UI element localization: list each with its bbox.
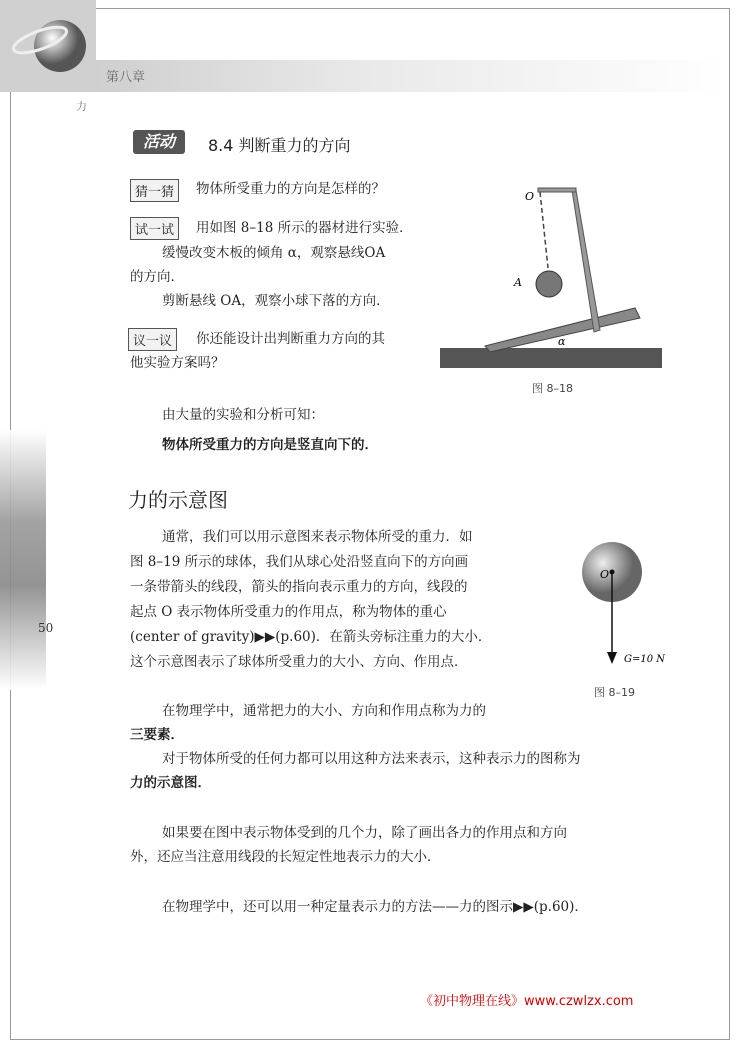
- header-corner: [0, 0, 96, 92]
- try-label: 试一试: [130, 217, 179, 240]
- activity-badge: 活动: [133, 130, 185, 154]
- para2-line-2: 三要素．: [130, 727, 184, 743]
- stand-arm: [538, 188, 576, 192]
- conclusion-line-2: 物体所受重力的方向是竖直向下的．: [162, 437, 378, 453]
- chapter-label: 第八章: [106, 70, 146, 85]
- para1-line-5: (center of gravity)▶▶(p.60)．在箭头旁标注重力的大小．: [130, 629, 492, 645]
- section-title: 力的示意图: [128, 488, 228, 512]
- ball-a: [536, 271, 562, 297]
- planet-icon: [0, 0, 96, 92]
- para1-line-6: 这个示意图表示了球体所受重力的大小、方向、作用点．: [130, 654, 468, 670]
- table-base: [440, 348, 662, 368]
- label-o: O: [600, 568, 610, 581]
- fig818-caption: 图 8–18: [532, 382, 573, 395]
- conclusion-line-1: 由大量的实验和分析可知：: [162, 407, 324, 423]
- guess-label: 猜一猜: [130, 179, 179, 202]
- label-a: A: [514, 276, 522, 289]
- para1-line-3: 一条带箭头的线段，箭头的指向表示重力的方向，线段的: [130, 579, 468, 595]
- sidebar-char: 力: [76, 100, 87, 113]
- para3-line-1: 对于物体所受的任何力都可以用这种方法来表示，这种表示力的图称为: [162, 751, 581, 767]
- label-alpha: α: [558, 335, 566, 348]
- header-band: [96, 60, 728, 92]
- para5: 在物理学中，还可以用一种定量表示力的方法——力的图示▶▶(p.60)．: [162, 899, 588, 915]
- fig819-caption: 图 8–19: [594, 686, 635, 699]
- para3-line-2: 力的示意图．: [130, 775, 211, 791]
- try-line-4: 剪断悬线 OA，观察小球下落的方向．: [162, 293, 390, 309]
- page-number: 50: [38, 621, 54, 635]
- discuss-line-1: 你还能设计出判断重力方向的其: [196, 331, 385, 347]
- try-line-1: 用如图 8–18 所示的器材进行实验．: [196, 220, 413, 236]
- stand-post: [572, 190, 600, 332]
- discuss-label: 议一议: [128, 328, 177, 351]
- figure-8-18: [440, 180, 665, 375]
- para1-line-2: 图 8–19 所示的球体，我们从球心处沿竖直向下的方向画: [130, 554, 469, 570]
- activity-title: 8.4 判断重力的方向: [208, 136, 351, 155]
- para4-line-1: 如果要在图中表示物体受到的几个力，除了画出各力的作用点和方向: [162, 825, 567, 841]
- figure-8-19: [580, 540, 670, 670]
- label-o: O: [525, 190, 535, 203]
- guess-text: 物体所受重力的方向是怎样的？: [196, 181, 385, 197]
- para2-line-1: 在物理学中，通常把力的大小、方向和作用点称为力的: [162, 703, 486, 719]
- arrow-head: [607, 652, 617, 664]
- para1-line-1: 通常，我们可以用示意图来表示物体所受的重力．如: [162, 529, 473, 545]
- page-border: [10, 8, 730, 1040]
- string-oa: [540, 192, 548, 268]
- try-line-3: 的方向．: [130, 269, 184, 285]
- para1-line-4: 起点 O 表示物体所受重力的作用点，称为物体的重心: [130, 604, 447, 620]
- para4-line-2: 外，还应当注意用线段的长短定性地表示力的大小．: [130, 849, 441, 865]
- force-label: G=10 N: [624, 654, 666, 665]
- try-line-2: 缓慢改变木板的倾角 α，观察悬线OA: [162, 245, 386, 261]
- discuss-line-2: 他实验方案吗？: [130, 355, 225, 371]
- left-decor-band: [0, 430, 46, 690]
- footer-watermark[interactable]: 《初中物理在线》www.czwlzx.com: [420, 994, 634, 1009]
